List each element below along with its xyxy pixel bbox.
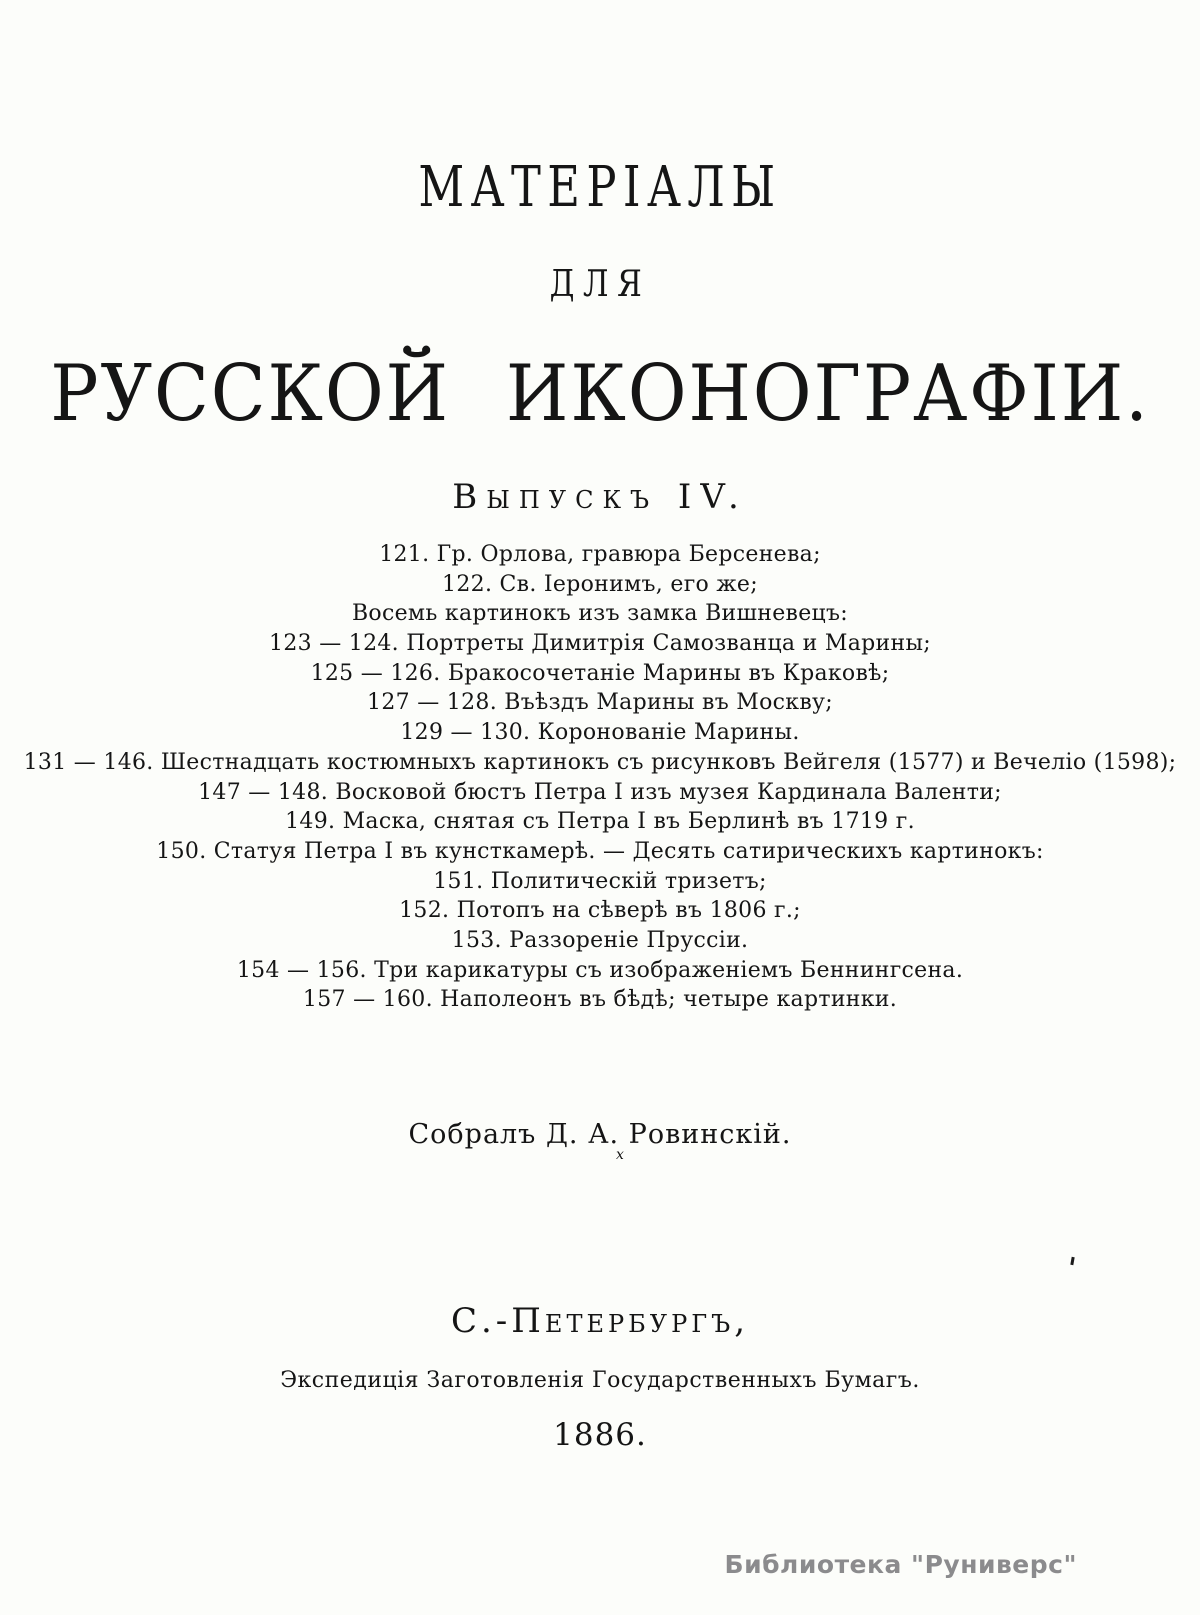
contents-item: 127 — 128. Въѣздъ Марины въ Москву;: [367, 690, 833, 716]
contents-list: [0, 540, 1200, 1015]
contents-item: Восемь картинокъ изъ замка Вишневецъ:: [351, 601, 849, 627]
ink-speck: [1070, 1257, 1074, 1265]
contents-item: 152. Потопъ на сѣверѣ въ 1806 г.;: [399, 898, 801, 924]
contents-item: 121. Гр. Орлова, гравюра Берсенева;: [379, 542, 821, 567]
contents-item: 123 — 124. Портреты Димитрія Самозванца и Марины;: [269, 631, 931, 657]
contents-item: 157 — 160. Наполеонъ въ бѣдѣ; четыре картинки.: [302, 987, 898, 1013]
ink-mark: x: [616, 1147, 624, 1163]
imprint-year: 1886.: [553, 1417, 647, 1453]
contents-item: 122. Св. Іеронимъ, его же;: [442, 571, 758, 597]
contents-item: 151. Политическій тризетъ;: [433, 868, 767, 894]
main-title: МАТЕРІАЛЫ: [418, 155, 782, 220]
imprint-city: С.-Петербургъ,: [450, 1301, 750, 1341]
library-watermark: Библиотека "Руниверс": [724, 1550, 1077, 1579]
contents-item: 129 — 130. Коронованіе Марины.: [400, 720, 800, 746]
title-connector: ДЛЯ: [549, 264, 651, 305]
issue-label: Выпускъ IV.: [452, 477, 748, 517]
contents-item: 131 — 146. Шестнадцать костюмныхъ картинокъ съ рисунковъ Вейгеля (1577) и Вечеліо (1598);: [23, 749, 1177, 775]
compiler-line: Собралъ Д. А. Ровинскій.: [408, 1119, 792, 1150]
contents-item: 150. Статуя Петра I въ кунсткамерѣ. — Десять сатирическихъ картинокъ:: [156, 838, 1044, 864]
contents-item: 153. Раззореніе Пруссіи.: [451, 927, 749, 953]
contents-item: 147 — 148. Восковой бюстъ Петра I изъ музея Кардинала Валенти;: [198, 779, 1002, 805]
contents-item: 149. Маска, снятая съ Петра I въ Берлинѣ въ 1719 г.: [285, 809, 915, 835]
imprint-publisher: Экспедиція Заготовленія Государственныхъ Бумагъ.: [280, 1368, 920, 1393]
series-title: РУССКОЙ ИКОНОГРАФІИ.: [50, 349, 1150, 439]
contents-item: 125 — 126. Бракосочетаніе Марины въ Краковѣ;: [310, 660, 890, 686]
contents-item: 154 — 156. Три карикатуры съ изображеніемъ Беннингсена.: [236, 957, 964, 983]
